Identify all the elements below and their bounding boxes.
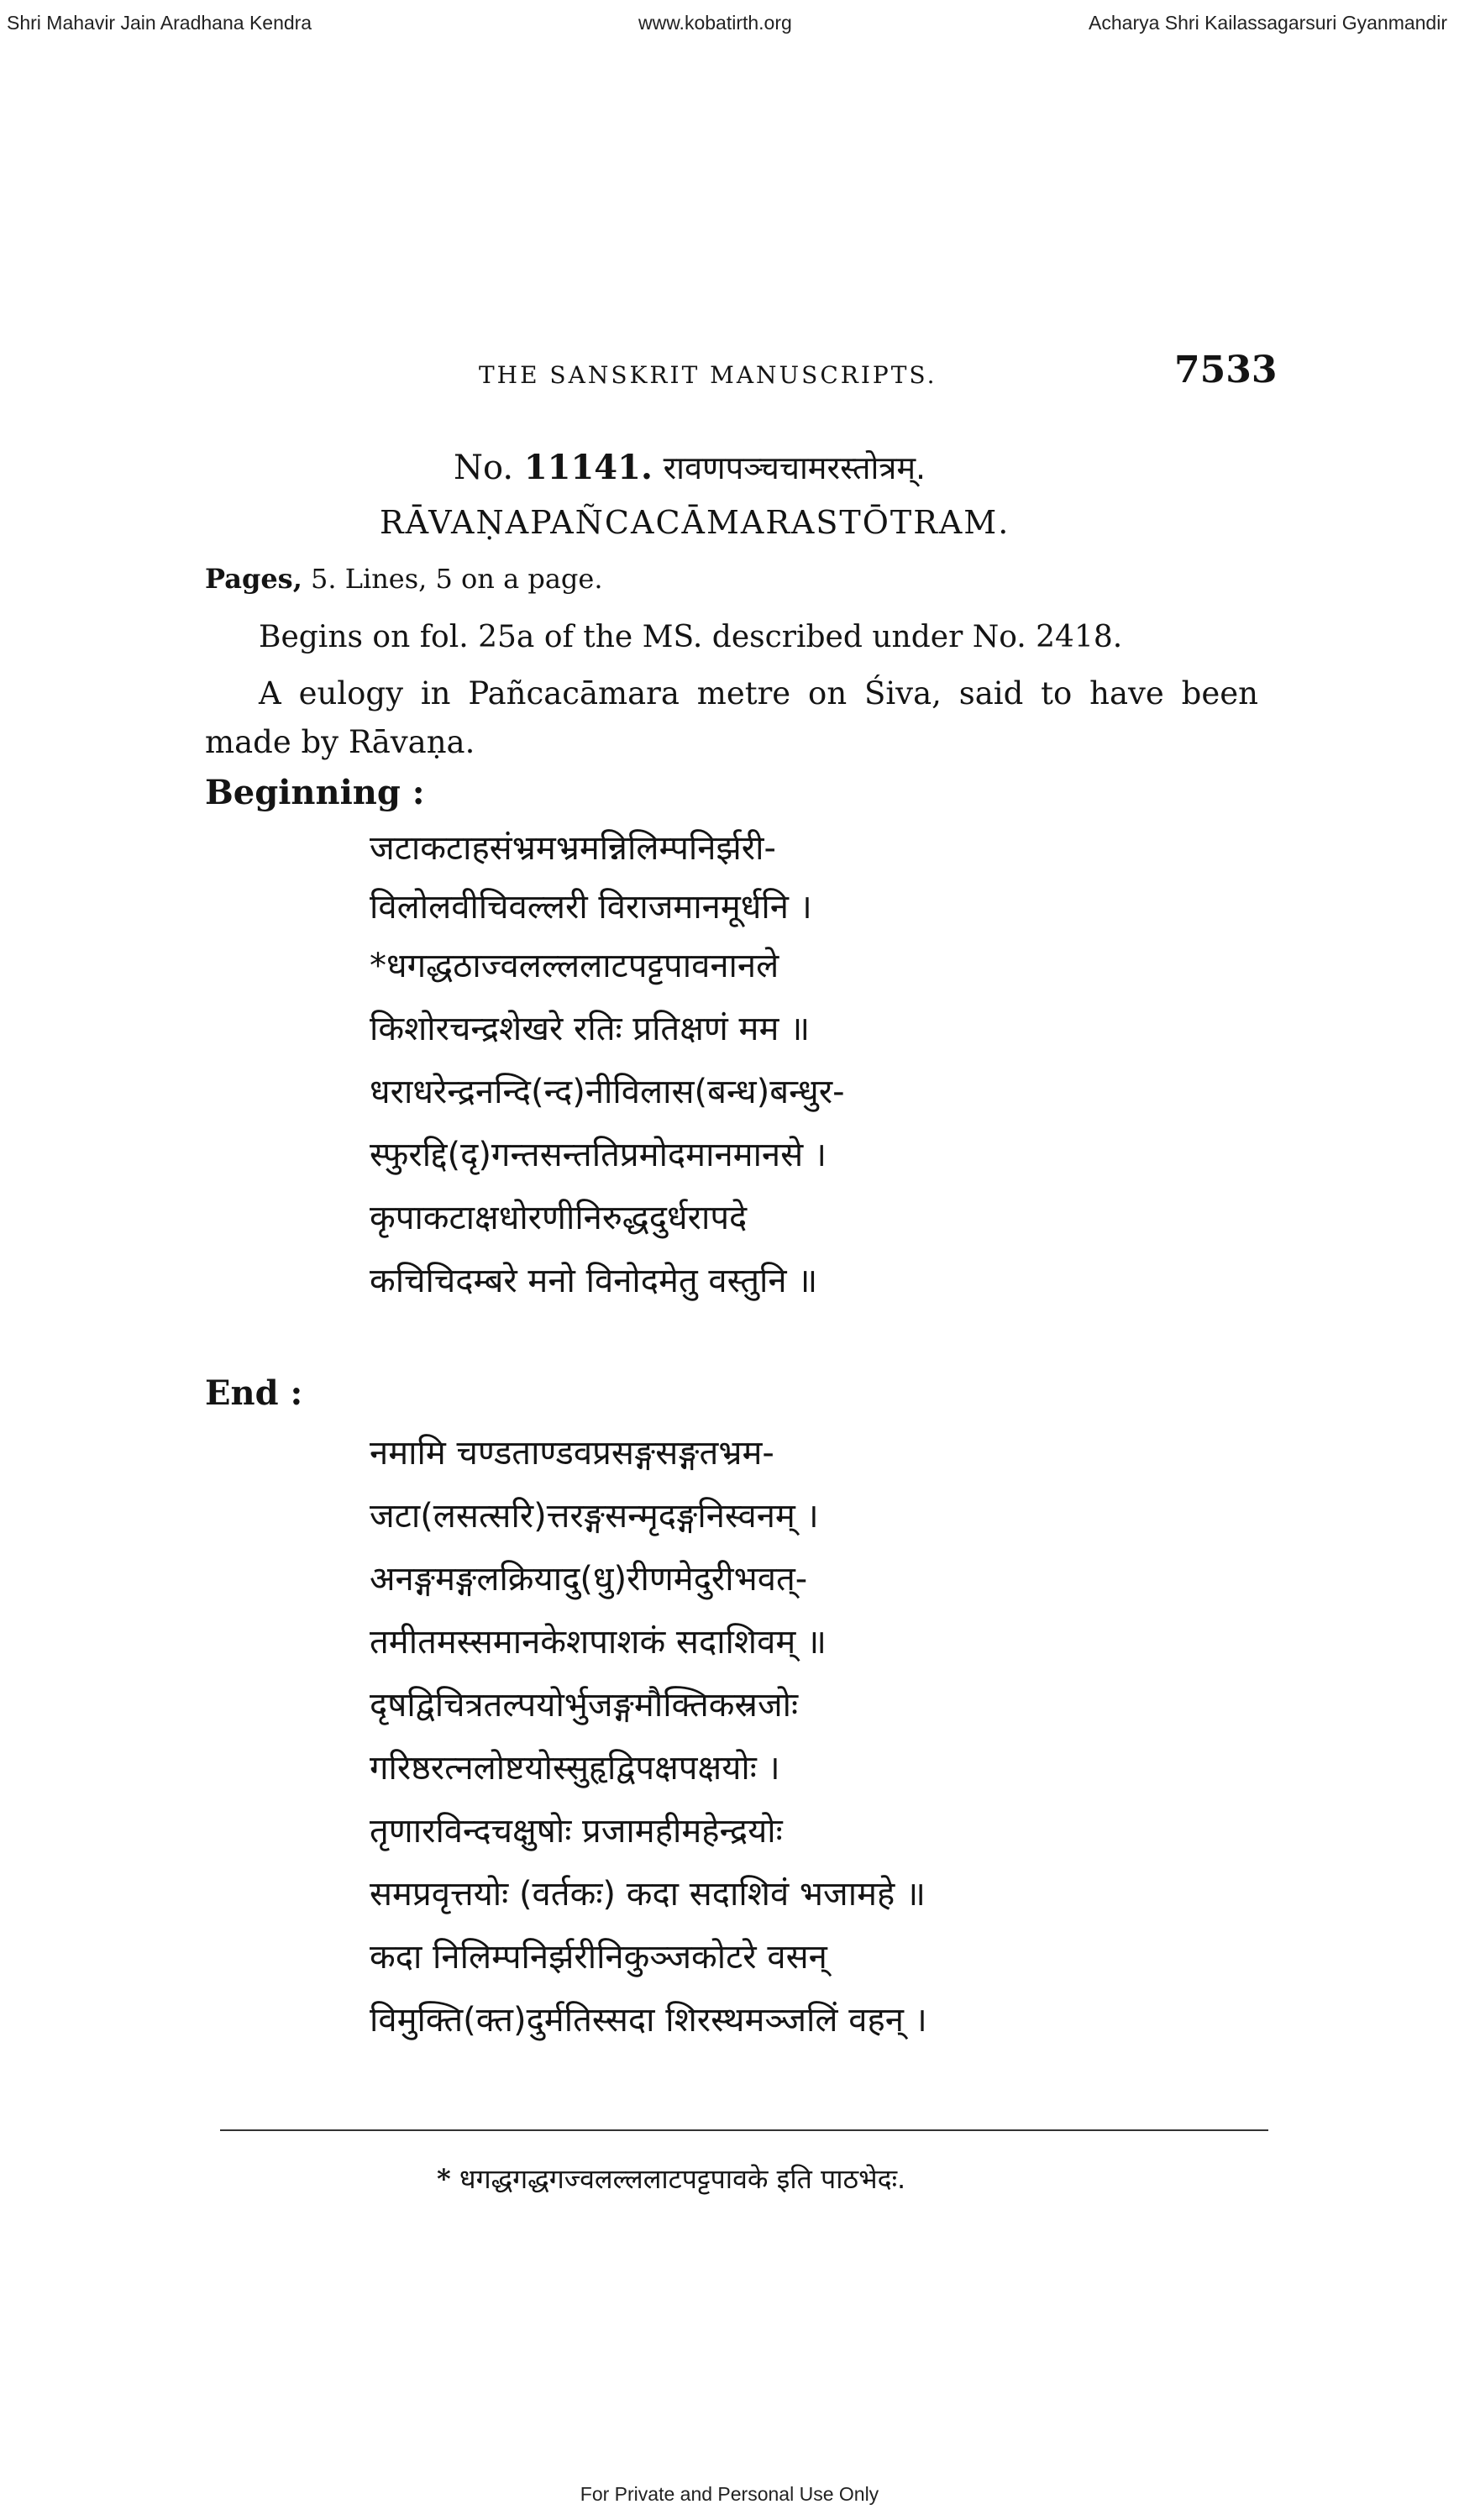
footnote bbox=[437, 2160, 905, 2197]
site-footer: For Private and Personal Use Only bbox=[580, 2483, 879, 2505]
end-verse-line: तृणारविन्दचक्षुषोः प्रजामहीमहेन्द्रयोः bbox=[370, 1812, 783, 1851]
entry-heading bbox=[454, 445, 926, 489]
footnote-divider bbox=[220, 2129, 1268, 2131]
end-verse-line: समप्रवृत्तयोः (वर्तकः) कदा सदाशिवं भजामहे ॥ bbox=[370, 1875, 926, 1914]
end-verse-line: जटा(लसत्सरि)त्तरङ्गसन्मृदङ्गनिस्वनम् । bbox=[370, 1497, 819, 1536]
end-verse-line: दृषद्विचित्रतल्पयोर्भुजङ्गमौक्तिकस्रजोः bbox=[370, 1686, 799, 1725]
beginning-verse-line: कचिचिदम्बरे मनो विनोदमेतु वस्तुनि ॥ bbox=[370, 1262, 818, 1300]
end-label: End : bbox=[205, 1373, 303, 1413]
end-verse-line: गरिष्ठरत्नलोष्टयोस्सुहृद्विपक्षपक्षयोः । bbox=[370, 1749, 780, 1788]
end-verse-line: अनङ्गमङ्गलक्रियादु(धु)रीणमेदुरीभवत्- bbox=[370, 1560, 808, 1599]
pages-label: Pages, bbox=[205, 563, 302, 595]
beginning-verse-line: स्फुरद्दि(दृ)गन्तसन्ततिप्रमोदमानमानसे । bbox=[370, 1136, 827, 1174]
beginning-verse-line: कृपाकटाक्षधोरणीनिरुद्धदुर्धरापदे bbox=[370, 1199, 748, 1237]
entry-number-prefix: No. bbox=[454, 449, 514, 487]
footnote-text: धगद्धगद्धगज्वलल्ललाटपट्टपावके इति पाठभेदः. bbox=[459, 2163, 906, 2195]
end-verse-line: कदा निलिम्पनिर्झरीनिकुञ्जकोटरे वसन् bbox=[370, 1938, 827, 1977]
site-header bbox=[0, 12, 1459, 42]
beginning-verse-line: धराधरेन्द्रनन्दि(न्द)नीविलास(बन्ध)बन्धुर- bbox=[370, 1073, 845, 1111]
entry-title-devanagari: रावणपञ्चचामरस्तोत्रम्. bbox=[663, 449, 926, 486]
description: A eulogy in Pañcacāmara metre on Śiva, said to have been made by Rāvaṇa. bbox=[205, 675, 1258, 760]
page-number: 7533 bbox=[1174, 349, 1278, 391]
lines-value: 5 on a page. bbox=[435, 563, 603, 595]
beginning-verse-line: जटाकटाहसंभ्रमभ्रमन्निलिम्पनिर्झरी- bbox=[370, 829, 776, 868]
end-verse-line: नमामि चण्डताण्डवप्रसङ्गसङ्गतभ्रम- bbox=[370, 1434, 774, 1473]
manuscript-meta bbox=[205, 563, 602, 595]
end-verse-line: तमीतमस्समानकेशपाशकं सदाशिवम् ॥ bbox=[370, 1623, 827, 1662]
entry-title-transliterated: RĀVAṆAPAÑCACĀMARASTŌTRAM. bbox=[380, 504, 1010, 541]
site-header-left: Shri Mahavir Jain Aradhana Kendra bbox=[7, 12, 312, 34]
beginning-verse-line: विलोलवीचिवल्लरी विराजमानमूर्धनि । bbox=[370, 888, 812, 927]
beginning-verse-line: किशोरचन्द्रशेखरे रतिः प्रतिक्षणं मम ॥ bbox=[370, 1010, 811, 1048]
beginning-verse-line: *धगद्धठाज्वलल्ललाटपट्टपावनानले bbox=[370, 947, 779, 985]
pages-value: 5. bbox=[311, 563, 337, 595]
beginning-label: Beginning : bbox=[205, 773, 425, 812]
footnote-marker: * bbox=[437, 2163, 451, 2195]
begins-note: Begins on fol. 25a of the MS. described under No. 2418. bbox=[259, 620, 1123, 654]
end-verse-line: विमुक्ति(क्त)दुर्मतिस्सदा शिरस्थमञ्जलिं वहन् । bbox=[370, 2001, 927, 2040]
site-header-right: Acharya Shri Kailassagarsuri Gyanmandir bbox=[1089, 12, 1447, 34]
running-head: THE SANSKRIT MANUSCRIPTS. bbox=[479, 361, 937, 389]
lines-label: Lines, bbox=[344, 563, 428, 595]
entry-number: 11141. bbox=[523, 448, 653, 487]
site-header-url: www.kobatirth.org bbox=[638, 12, 792, 34]
